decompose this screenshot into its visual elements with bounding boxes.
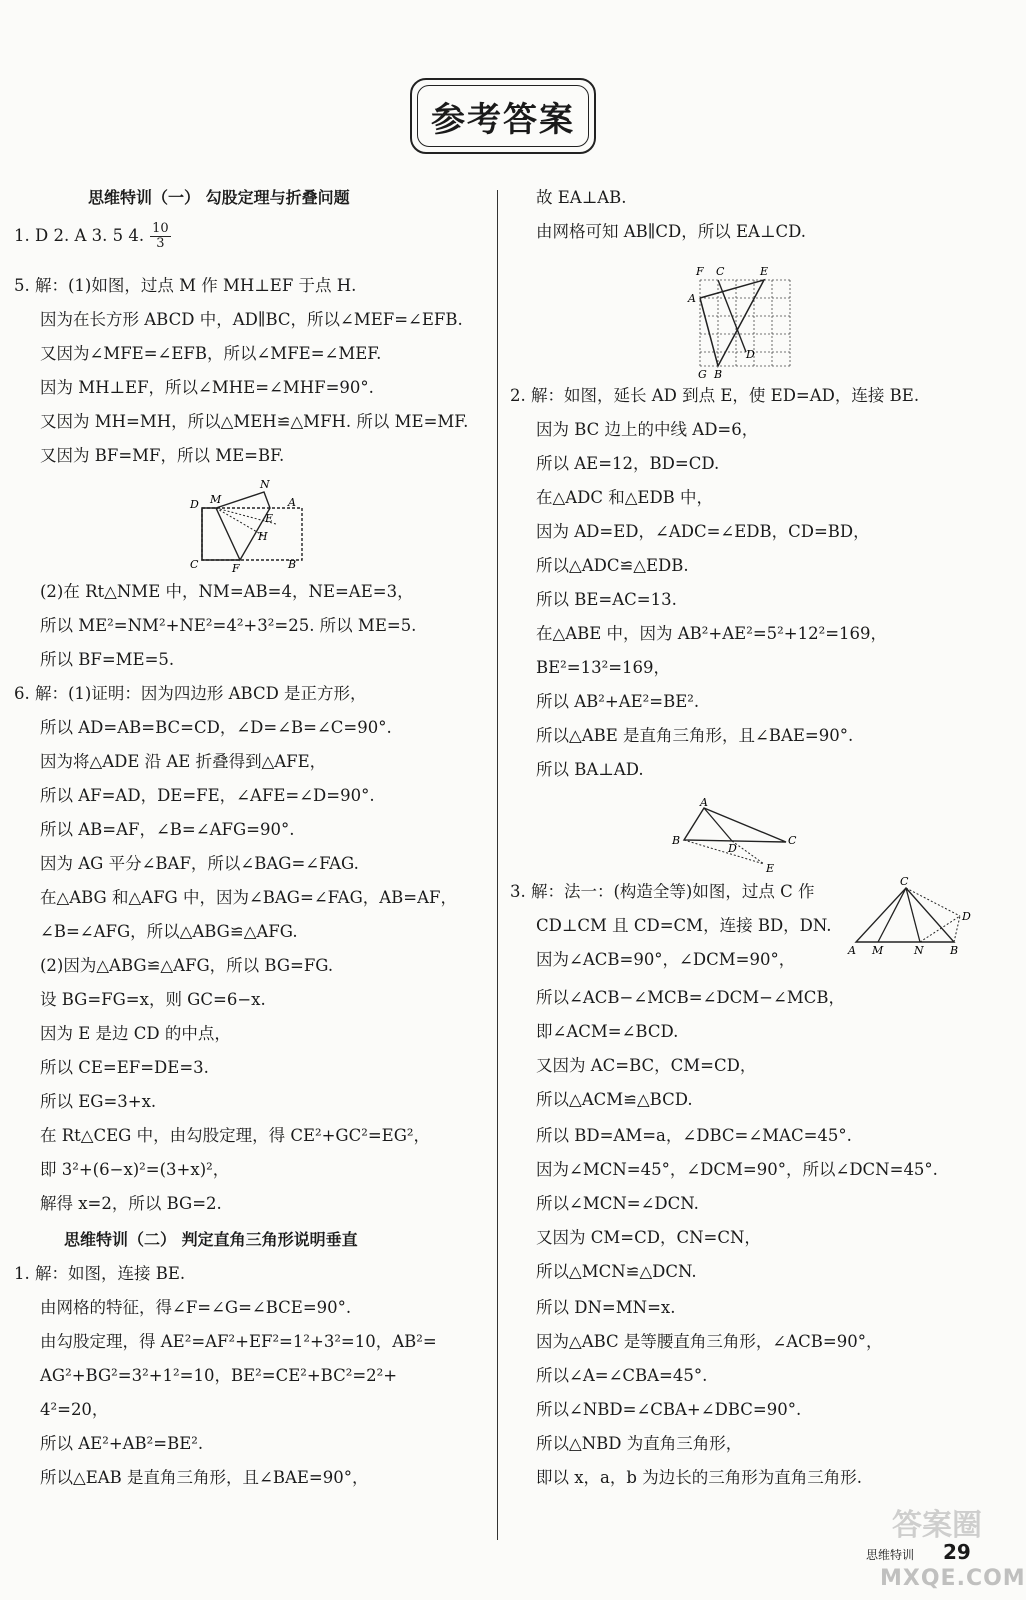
fig1-label: E bbox=[265, 512, 274, 525]
text-line bbox=[536, 1056, 756, 1076]
line-text: 所以 AD=AB=BC=CD，∠D=∠B=∠C=90°. bbox=[40, 718, 392, 737]
line-text: 因为△ABC 是等腰直角三角形，∠ACB=90°， bbox=[536, 1332, 883, 1351]
fig4-label: N bbox=[914, 944, 924, 957]
text-line bbox=[40, 854, 359, 874]
line-text: (2)在 Rt△NME 中，NM=AB=4，NE=AE=3， bbox=[40, 582, 414, 601]
line-text: 因为将△ADE 沿 AE 折叠得到△AFE， bbox=[40, 752, 327, 771]
line-text: 由网格可知 AB∥CD，所以 EA⊥CD. bbox=[536, 222, 806, 241]
line-text: 1. D 2. A 3. 5 4. bbox=[14, 226, 145, 245]
line-text: 因为 MH⊥EF，所以∠MHE=∠MHF=90°. bbox=[40, 378, 374, 397]
text-line bbox=[40, 582, 414, 602]
text-line bbox=[536, 916, 832, 936]
text-line bbox=[536, 658, 670, 678]
fig1-label: N bbox=[260, 478, 270, 491]
line-text: 设 BG=FG=x，则 GC=6−x. bbox=[40, 990, 266, 1009]
line-text: 思维特训（一） 勾股定理与折叠问题 bbox=[88, 188, 350, 207]
line-text: 所以 AE²+AB²=BE². bbox=[40, 1434, 204, 1453]
fig2-label: C bbox=[716, 265, 725, 278]
line-text: 所以 ME²=NM²+NE²=4²+3²=25. 所以 ME=5. bbox=[40, 616, 417, 635]
line-text: 因为 AG 平分∠BAF，所以∠BAG=∠FAG. bbox=[40, 854, 359, 873]
text-line bbox=[536, 454, 719, 474]
text-line bbox=[536, 1262, 697, 1282]
text-line bbox=[536, 1332, 882, 1352]
text-line bbox=[536, 590, 677, 610]
text-line bbox=[536, 222, 806, 242]
text-line bbox=[40, 1024, 231, 1044]
text-line bbox=[536, 1228, 761, 1248]
line-text: 5. 解：(1)如图，过点 M 作 MH⊥EF 于点 H. bbox=[14, 276, 357, 295]
line-text: 所以∠A=∠CBA=45°. bbox=[536, 1366, 708, 1385]
line-text: 故 EA⊥AB. bbox=[536, 188, 627, 207]
text-line bbox=[40, 378, 374, 398]
line-text: 所以△ABE 是直角三角形，且∠BAE=90°. bbox=[536, 726, 854, 745]
line-text: (2)因为△ABG≌△AFG，所以 BG=FG. bbox=[40, 956, 334, 975]
figure-problem-1-grid bbox=[680, 262, 800, 380]
line-text: 2. 解：如图，延长 AD 到点 E，使 ED=AD，连接 BE. bbox=[510, 386, 920, 405]
fig1-label: H bbox=[258, 530, 268, 543]
text-line bbox=[510, 882, 814, 902]
fig2-label: B bbox=[714, 368, 723, 381]
fig2-label: E bbox=[760, 265, 769, 278]
text-line bbox=[40, 310, 463, 330]
text-line bbox=[536, 556, 689, 576]
line-text: 在△ABG 和△AFG 中，因为∠BAG=∠FAG，AB=AF， bbox=[40, 888, 457, 907]
line-text: 所以 BA⊥AD. bbox=[536, 760, 644, 779]
line-text: 所以 BE=AC=13. bbox=[536, 590, 677, 609]
text-line bbox=[536, 624, 887, 644]
text-line bbox=[40, 650, 174, 670]
text-line bbox=[40, 888, 457, 908]
text-line bbox=[536, 1160, 938, 1180]
line-text: 因为∠ACB=90°，∠DCM=90°， bbox=[536, 950, 796, 969]
text-line bbox=[40, 718, 392, 738]
text-line bbox=[536, 1090, 693, 1110]
line-text: 又因为 BF=MF，所以 ME=BF. bbox=[40, 446, 285, 465]
text-line bbox=[536, 1298, 675, 1318]
line-text: 所以△EAB 是直角三角形，且∠BAE=90°， bbox=[40, 1468, 369, 1487]
fig1-label: M bbox=[210, 493, 222, 506]
fig4-label: D bbox=[962, 910, 971, 923]
text-line bbox=[536, 988, 845, 1008]
line-text: 因为 AD=ED，∠ADC=∠EDB，CD=BD， bbox=[536, 522, 870, 541]
text-line bbox=[40, 956, 333, 976]
fig1-label: D bbox=[190, 498, 199, 511]
line-text: 所以 CE=EF=DE=3. bbox=[40, 1058, 209, 1077]
line-text: BE²=13²=169， bbox=[536, 658, 671, 677]
text-line bbox=[40, 1366, 397, 1386]
line-text: 所以 BD=AM=a，∠DBC=∠MAC=45°. bbox=[536, 1126, 852, 1145]
line-text: ∠B=∠AFG，所以△ABG≌△AFG. bbox=[40, 922, 298, 941]
line-text: 所以 EG=3+x. bbox=[40, 1092, 157, 1111]
line-text: 3. 解：法一：(构造全等)如图，过点 C 作 bbox=[510, 882, 815, 901]
text-line bbox=[40, 1058, 209, 1078]
text-line bbox=[40, 1468, 369, 1488]
fig1-label: A bbox=[288, 496, 296, 509]
fig1-label: C bbox=[190, 558, 199, 571]
text-line bbox=[536, 488, 713, 508]
text-line bbox=[40, 1434, 203, 1454]
watermark-logo: 答案圈 bbox=[892, 1508, 982, 1543]
figure-problem-2 bbox=[666, 796, 806, 878]
fig4-label: M bbox=[872, 944, 884, 957]
text-line bbox=[40, 786, 375, 806]
text-line bbox=[40, 1400, 108, 1420]
footer-section-name: 思维特训 bbox=[866, 1548, 915, 1562]
fig3-label: A bbox=[700, 796, 708, 809]
fig3-label: E bbox=[766, 862, 775, 875]
text-line bbox=[536, 726, 853, 746]
text-line bbox=[536, 692, 699, 712]
line-text: 因为 BC 边上的中线 AD=6， bbox=[536, 420, 759, 439]
text-line bbox=[536, 1434, 742, 1454]
line-text: 所以△MCN≌△DCN. bbox=[536, 1262, 697, 1281]
text-line bbox=[40, 1126, 430, 1146]
text-line bbox=[40, 412, 468, 432]
line-text: 由网格的特征，得∠F=∠G=∠BCE=90°. bbox=[40, 1298, 352, 1317]
text-line bbox=[510, 386, 919, 406]
line-text: 所以△ADC≌△EDB. bbox=[536, 556, 689, 575]
fig2-label: D bbox=[746, 348, 755, 361]
fig4-label: A bbox=[848, 944, 856, 957]
text-line bbox=[40, 1092, 156, 1112]
title-box bbox=[410, 78, 596, 154]
line-text: 所以∠MCN=∠DCN. bbox=[536, 1194, 699, 1213]
line-text: 在△ABE 中，因为 AB²+AE²=5²+12²=169， bbox=[536, 624, 888, 643]
fig4-label: B bbox=[950, 944, 959, 957]
line-text: 即 3²+(6−x)²=(3+x)²， bbox=[40, 1160, 230, 1179]
line-text: 所以∠NBD=∠CBA+∠DBC=90°. bbox=[536, 1400, 802, 1419]
text-line bbox=[536, 1366, 707, 1386]
text-line bbox=[40, 752, 326, 772]
text-line bbox=[40, 820, 294, 840]
line-text: 所以∠ACB−∠MCB=∠DCM−∠MCB， bbox=[536, 988, 845, 1007]
line-text: 由勾股定理，得 AE²=AF²+EF²=1²+3²=10，AB²= bbox=[40, 1332, 437, 1351]
line-text: 即∠ACM=∠BCD. bbox=[536, 1022, 679, 1041]
fig1-label: F bbox=[232, 562, 240, 575]
line-text: 又因为∠MFE=∠EFB，所以∠MFE=∠MEF. bbox=[40, 344, 382, 363]
text-line bbox=[40, 344, 381, 364]
fig3-label: C bbox=[788, 834, 797, 847]
text-line bbox=[536, 1022, 678, 1042]
line-text: 即以 x，a，b 为边长的三角形为直角三角形. bbox=[536, 1468, 862, 1487]
text-line bbox=[40, 446, 284, 466]
text-line bbox=[536, 950, 795, 970]
fig4-label: C bbox=[900, 875, 909, 888]
line-text: AG²+BG²=3²+1²=10，BE²=CE²+BC²=2²+ bbox=[40, 1366, 398, 1385]
fig2-label: F bbox=[696, 265, 704, 278]
line-text: 所以 AB=AF，∠B=∠AFG=90°. bbox=[40, 820, 295, 839]
line-text: 1. 解：如图，连接 BE. bbox=[14, 1264, 186, 1283]
text-line bbox=[40, 1298, 351, 1318]
figure-problem-5 bbox=[186, 476, 316, 576]
line-text: 6. 解：(1)证明：因为四边形 ABCD 是正方形， bbox=[14, 684, 367, 703]
text-line bbox=[14, 276, 356, 296]
fraction-denominator: 3 bbox=[156, 236, 165, 251]
text-line bbox=[536, 420, 758, 440]
line-text: 4²=20， bbox=[40, 1400, 109, 1419]
fig3-label: D bbox=[728, 842, 737, 855]
section-heading bbox=[88, 188, 350, 208]
page-title: 参考答案 bbox=[431, 99, 575, 140]
line-text: 在△ADC 和△EDB 中， bbox=[536, 488, 714, 507]
text-line bbox=[536, 1468, 862, 1488]
fig3-label: B bbox=[672, 834, 681, 847]
line-text: 所以 AB²+AE²=BE². bbox=[536, 692, 700, 711]
line-text: 又因为 CM=CD，CN=CN， bbox=[536, 1228, 761, 1247]
text-line bbox=[40, 1160, 229, 1180]
text-line bbox=[14, 222, 171, 251]
line-text: 所以 AE=12，BD=CD. bbox=[536, 454, 720, 473]
line-text: 解得 x=2，所以 BG=2. bbox=[40, 1194, 222, 1213]
text-line bbox=[536, 188, 627, 208]
line-text: 因为 E 是边 CD 的中点， bbox=[40, 1024, 231, 1043]
line-text: 在 Rt△CEG 中，由勾股定理，得 CE²+GC²=EG²， bbox=[40, 1126, 431, 1145]
section-heading bbox=[64, 1230, 358, 1250]
text-line bbox=[14, 684, 367, 704]
text-line bbox=[536, 1400, 801, 1420]
column-divider bbox=[497, 190, 498, 1540]
text-line bbox=[14, 1264, 185, 1284]
text-line bbox=[40, 1194, 222, 1214]
figure-problem-3 bbox=[844, 874, 974, 958]
text-line bbox=[536, 522, 870, 542]
page-number: 29 bbox=[943, 1540, 971, 1564]
text-line bbox=[40, 922, 298, 942]
text-line bbox=[536, 1126, 852, 1146]
line-text: 因为∠MCN=45°，∠DCM=90°，所以∠DCN=45°. bbox=[536, 1160, 938, 1179]
line-text: 所以△ACM≌△BCD. bbox=[536, 1090, 693, 1109]
fig1-label: B bbox=[288, 558, 297, 571]
fig2-label: G bbox=[698, 368, 707, 381]
line-text: 所以 DN=MN=x. bbox=[536, 1298, 676, 1317]
text-line bbox=[40, 616, 416, 636]
watermark-url: MXQE.COM bbox=[880, 1566, 1026, 1591]
line-text: 所以 AF=AD，DE=FE，∠AFE=∠D=90°. bbox=[40, 786, 375, 805]
text-line bbox=[40, 1332, 437, 1352]
line-text: 因为在长方形 ABCD 中，AD∥BC，所以∠MEF=∠EFB. bbox=[40, 310, 463, 329]
line-text: CD⊥CM 且 CD=CM，连接 BD，DN. bbox=[536, 916, 832, 935]
line-text: 又因为 AC=BC，CM=CD， bbox=[536, 1056, 757, 1075]
line-text: 所以 BF=ME=5. bbox=[40, 650, 175, 669]
fig2-label: A bbox=[688, 292, 696, 305]
fraction bbox=[150, 222, 171, 251]
line-text: 所以△NBD 为直角三角形， bbox=[536, 1434, 743, 1453]
text-line bbox=[536, 760, 644, 780]
fraction-numerator: 10 bbox=[152, 221, 169, 236]
text-line bbox=[40, 990, 266, 1010]
line-text: 思维特训（二） 判定直角三角形说明垂直 bbox=[64, 1230, 358, 1249]
text-line bbox=[536, 1194, 699, 1214]
line-text: 又因为 MH=MH，所以△MEH≌△MFH. 所以 ME=MF. bbox=[40, 412, 469, 431]
